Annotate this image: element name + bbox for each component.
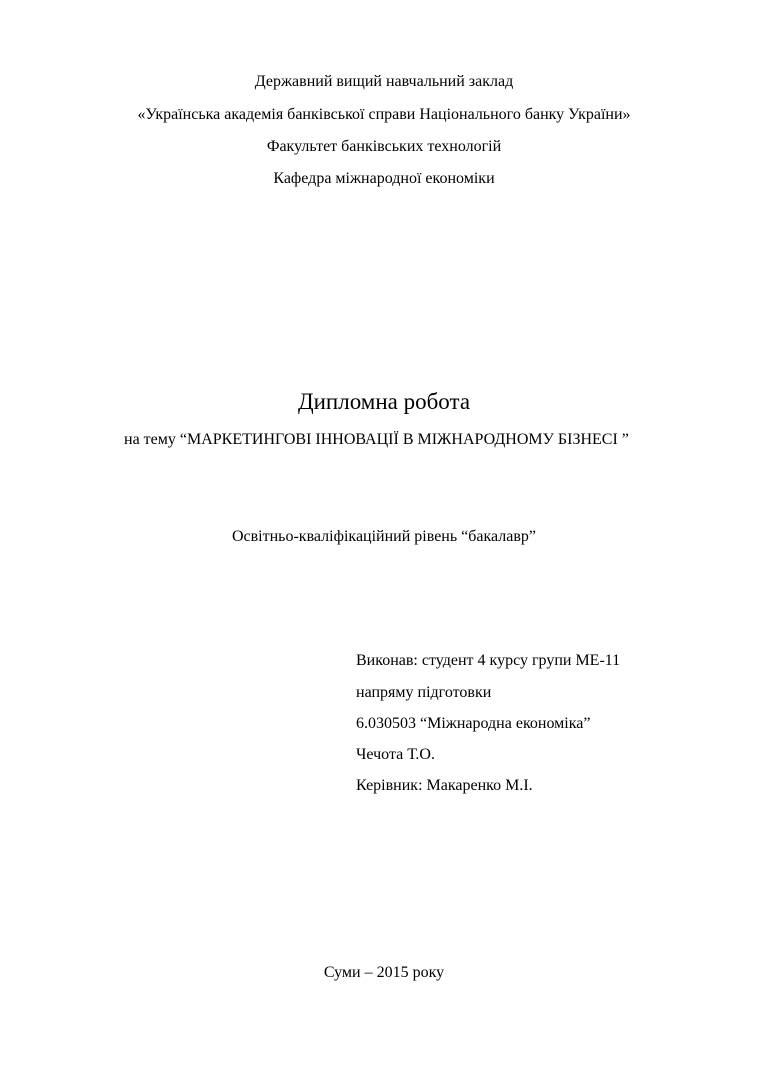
author-line-specialty: 6.030503 “Міжнародна економіка” — [356, 715, 591, 732]
institution-name: «Українська академія банківської справи Національного банку України» — [137, 106, 631, 123]
document-topic: на тему “МАРКЕТИНГОВІ ІННОВАЦІЇ В МІЖНАРОДНОМУ БІЗНЕСІ ” — [124, 431, 629, 448]
author-line-direction: напряму підготовки — [356, 684, 492, 701]
author-line-student: Виконав: студент 4 курсу групи МЕ-11 — [356, 652, 621, 669]
department-name: Кафедра міжнародної економіки — [273, 170, 495, 187]
document-title: Дипломна робота — [297, 389, 471, 414]
faculty-name: Факультет банківських технологій — [266, 138, 502, 155]
institution-type: Державний вищий навчальний заклад — [254, 73, 514, 90]
author-line-supervisor: Керівник: Макаренко М.І. — [356, 777, 533, 794]
author-line-name: Чечота Т.О. — [356, 746, 435, 763]
qualification-level: Освітньо-кваліфікаційний рівень “бакалавр” — [231, 528, 537, 545]
place-year: Суми – 2015 року — [323, 964, 445, 981]
